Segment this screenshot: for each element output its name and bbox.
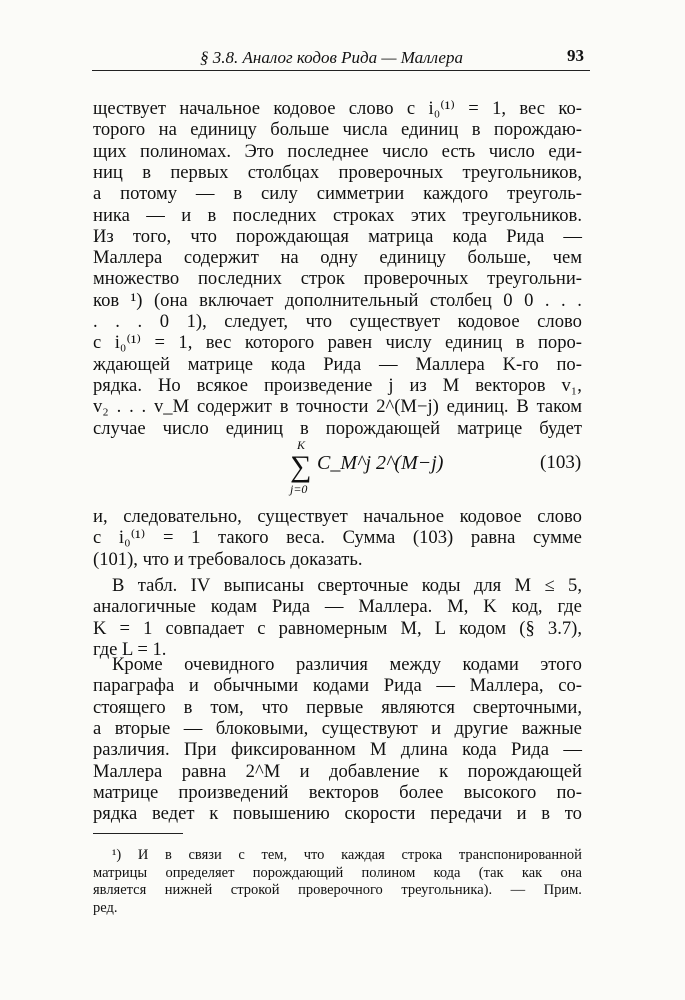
page-number: 93 — [567, 46, 584, 65]
footnote-line: ред. — [93, 899, 118, 916]
paragraph1-line: торого на единицу больше числа единиц в порождаю- — [93, 119, 582, 141]
paragraph2-line: и, следовательно, существует начальное кодовое слово — [93, 506, 582, 527]
header-title: § 3.8. Аналог кодов Рида — Маллера — [200, 48, 463, 67]
paragraph4-line: параграфа и обычными кодами Рида — Маллера, со- — [93, 675, 582, 697]
paragraph4-line: Кроме очевидного различия между кодами этого — [112, 654, 582, 675]
paragraph1-line: ниц в первых столбцах проверочных треугольников, — [93, 161, 582, 183]
paragraph3-line: аналогичные кодам Рида — Маллера. M, K код, где — [93, 596, 582, 618]
footnote-line: является нижней строкой проверочного треугольника). — Прим. — [93, 882, 582, 899]
paragraph4-line: Маллера равна 2^M и добавление к порождающей — [93, 760, 582, 782]
equation-number: (103) — [540, 452, 582, 473]
sum-term: C_M^j 2^(M−j) — [317, 452, 444, 474]
paragraph1-line: v₂ . . . v_M содержит в точности 2^(M−j) единиц. В таком — [93, 396, 582, 418]
footnote-line: матрицы определяет порождающий полином кода (так как она — [93, 864, 582, 881]
paragraph4-line: стоящего в том, что первые являются сверточными, — [93, 696, 582, 718]
paragraph4-line: рядка ведет к повышению скорости передачи и в то — [93, 803, 582, 825]
footnote-line: ¹) И в связи с тем, что каждая строка транспонированной — [112, 847, 582, 863]
paragraph1-line: множество последних строк проверочных треугольни- — [93, 268, 582, 290]
paragraph2-line: (101), что и требовалось доказать. — [93, 548, 363, 570]
paragraph2-line: с i₀⁽¹⁾ = 1 такого веса. Сумма (103) равна сумме — [93, 527, 582, 549]
paragraph1-line: Из того, что порождающая матрица кода Рида — — [93, 225, 582, 247]
paragraph4-line: а вторые — блоковыми, существуют и другие важные — [93, 717, 582, 739]
formula-103 — [280, 438, 480, 498]
sum-symbol: ∑ — [290, 450, 312, 483]
paragraph4-line: матрице произведений векторов более высокого по- — [93, 781, 582, 803]
paragraph1-line: щих полиномах. Это последнее число есть число еди- — [93, 140, 582, 162]
paragraph1-line: случае число единиц в порождающей матрице будет — [93, 417, 582, 439]
paragraph1-line: ждающей матрице кода Рида — Маллера K-го по- — [93, 353, 582, 375]
paragraph1-line: . . . 0 1), следует, что существует кодовое слово — [93, 311, 582, 332]
paragraph1-line: Маллера содержит на одну единицу больше, чем — [93, 247, 582, 269]
paragraph1-line: ков ¹) (она включает дополнительный столбец 0 0 . . . — [93, 289, 582, 311]
paragraph1-line: с i₀⁽¹⁾ = 1, вес которого равен числу единиц в поро- — [93, 332, 582, 354]
paragraph3-line: В табл. IV выписаны сверточные коды для M ≤ 5, — [112, 575, 582, 596]
paragraph3-line: где L = 1. — [93, 638, 167, 660]
sum-lower-limit: j=0 — [290, 482, 308, 496]
paragraph1-line: ществует начальное кодовое слово с i₀⁽¹⁾ = 1, вес ко- — [93, 98, 582, 119]
paragraph3-line: K = 1 совпадает с равномерным M, L кодом (§ 3.7), — [93, 617, 582, 639]
footnote-rule — [93, 833, 183, 834]
paragraph1-line: ника — и в последних строках этих треугольников. — [93, 204, 582, 226]
paragraph1-line: а потому — в силу симметрии каждого треуголь- — [93, 183, 582, 205]
running-header — [92, 44, 590, 71]
paragraph1-line: рядка. Но всякое произведение j из M векторов v₁, — [93, 374, 582, 396]
paragraph4-line: различия. При фиксированном M длина кода Рида — — [93, 739, 582, 761]
sum-upper-limit: K — [297, 438, 306, 452]
